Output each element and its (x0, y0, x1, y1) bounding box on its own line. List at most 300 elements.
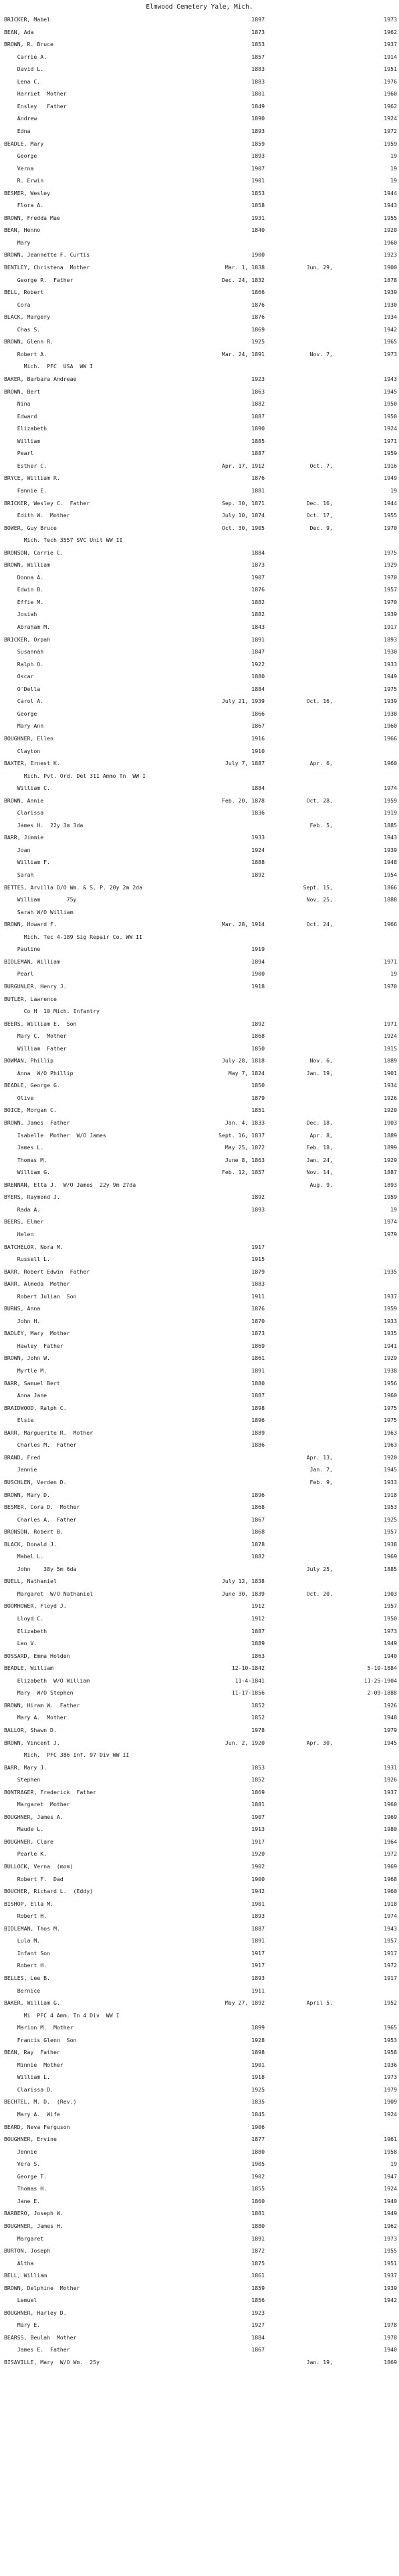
entry-name: BROWN, Fredda Mae (4, 214, 60, 221)
entry-name: BISAVILLE, Mary W/O Wm. 25y (4, 2359, 100, 2366)
register-entry (0, 15, 399, 24)
entry-death-year: 1885 (384, 1565, 397, 1572)
entry-death-year: 1971 (384, 1020, 397, 1027)
entry-birth: 1907 (251, 164, 265, 172)
entry-birth: 1880 (251, 1379, 265, 1387)
entry-name: David L. (4, 65, 44, 73)
entry-name: Mary E. (4, 2321, 41, 2329)
register-entry (0, 1267, 399, 1276)
entry-birth: 1855 (251, 2185, 265, 2192)
entry-birth: 1840 (251, 227, 265, 234)
entry-death-year: 1920 (384, 227, 397, 234)
entry-birth: 1923 (251, 376, 265, 382)
register-entry (0, 2035, 399, 2045)
entry-death-year: 1959 (384, 797, 397, 804)
entry-death-year: 1920 (384, 1107, 397, 1114)
entry-death-day: Apr. 8, (309, 1131, 333, 1139)
entry-birth: 1857 (251, 53, 265, 60)
entry-name: BARBERO, Joseph W. (4, 2210, 63, 2217)
entry-death-year: 1958 (384, 2148, 397, 2155)
register-entry (0, 200, 399, 210)
entry-death-year: 1962 (384, 102, 397, 110)
register-entry (0, 870, 399, 879)
entry-birth: Jan. 4, 1833 (225, 1119, 265, 1126)
entry-name: Mich. Tech 3557 SVC Unit WW II (4, 537, 123, 544)
register-entry (0, 1986, 399, 1995)
entry-birth: 1898 (251, 2049, 265, 2056)
entry-death-day: Dec. 18, (306, 1119, 333, 1126)
entry-birth: 1887 (251, 1392, 265, 1399)
register-entry (0, 1341, 399, 1350)
entry-death-year: 19 (390, 177, 397, 184)
entry-name: BESMER, Cora D. Mother (4, 1504, 80, 1510)
entry-death-year: 1914 (384, 53, 397, 60)
entry-name: Carrie A. (4, 53, 47, 60)
entry-birth: Apr. 17, 1912 (221, 462, 265, 469)
entry-birth: 1853 (251, 41, 265, 48)
entry-death-year: 1975 (384, 1417, 397, 1424)
entry-death-year: 1966 (384, 921, 397, 928)
entry-birth: 1884 (251, 685, 265, 692)
entry-name: BUELL, Nathaniel (4, 1578, 57, 1585)
register-entry (0, 412, 399, 421)
entry-death-year: 1944 (384, 189, 397, 196)
entry-death-year: 1943 (384, 834, 397, 841)
entry-name: BEAN, Henno (4, 227, 41, 234)
entry-birth: 1916 (251, 734, 265, 742)
entry-death-year: 1972 (384, 1850, 397, 1858)
entry-death-day: Jun. 29, (306, 264, 333, 271)
entry-birth: 1886 (251, 1441, 265, 1449)
entry-name: BROWN, Hiram W. Father (4, 1701, 80, 1709)
entry-birth: Jun. 2, 1920 (225, 1739, 265, 1746)
register-entry (0, 1886, 399, 1896)
entry-birth: 1875 (251, 2259, 265, 2267)
entry-birth: 1868 (251, 1032, 265, 1040)
register-entry (0, 1713, 399, 1722)
entry-name: Maude L. (4, 1826, 44, 1833)
register-entry (0, 1626, 399, 1636)
entry-name: William C. (4, 784, 51, 792)
register-entry (0, 734, 399, 743)
entry-death-year: 1938 (384, 710, 397, 717)
entry-name: Esther C. (4, 462, 47, 469)
entry-death-year: 1931 (384, 1763, 397, 1771)
register-entry (0, 622, 399, 631)
entry-death-day: Sept. 15, (303, 883, 333, 891)
entry-death-year: 1900 (384, 264, 397, 271)
register-entry (0, 1812, 399, 1822)
entry-name: BROWN, William (4, 561, 51, 569)
register-entry (0, 1230, 399, 1239)
entry-name: Thomas M. (4, 1156, 47, 1163)
entry-death-year: 1888 (384, 896, 397, 903)
entry-name: William G. (4, 1169, 51, 1176)
register-entry (0, 424, 399, 433)
register-entry (0, 1725, 399, 1735)
entry-birth: 1917 (251, 1949, 265, 1957)
entry-death-year: 1916 (384, 462, 397, 469)
entry-death-year: 1939 (384, 289, 397, 296)
entry-birth: 1911 (251, 1292, 265, 1300)
entry-death-day: Nov. 6, (309, 1057, 333, 1064)
entry-death-year: 1961 (384, 2136, 397, 2143)
entry-birth: 1917 (251, 1838, 265, 1845)
entry-birth: 1891 (251, 635, 265, 643)
register-entry (0, 2047, 399, 2057)
entry-death-year: 1938 (384, 1367, 397, 1374)
entry-name: Susannah (4, 648, 44, 656)
register-entry (0, 461, 399, 470)
entry-death-year: 1939 (384, 611, 397, 618)
entry-name: Jane E. (4, 2197, 41, 2204)
entry-death-year: 1924 (384, 2185, 397, 2192)
entry-birth: 1858 (251, 202, 265, 209)
entry-birth: 1896 (251, 1491, 265, 1498)
register-entry (0, 1304, 399, 1313)
entry-name: BROWN, Howard F. (4, 921, 57, 928)
register-entry (0, 560, 399, 569)
entry-birth: 1922 (251, 660, 265, 668)
entry-death-year: 1950 (384, 1615, 397, 1622)
entry-name: BURNS, Anna (4, 1305, 41, 1312)
entry-death-year: 1937 (384, 41, 397, 48)
entry-death-year: 1939 (384, 2284, 397, 2291)
register-entry (0, 238, 399, 247)
entry-name: BIDLEMAN, William (4, 958, 60, 965)
register-entry (0, 2060, 399, 2069)
entry-name: Josiah (4, 611, 37, 618)
entry-name: BARR, Almeda Mother (4, 1280, 70, 1288)
register-entry (0, 1490, 399, 1499)
entry-death-year: 1944 (384, 499, 397, 507)
entry-death-day: Apr. 6, (309, 760, 333, 766)
register-entry (0, 1093, 399, 1103)
entry-death-year: 1979 (384, 2086, 397, 2093)
register-entry (0, 176, 399, 185)
entry-birth: Feb. 12, 1857 (221, 1169, 265, 1176)
entry-death-year: 1924 (384, 115, 397, 122)
entry-birth: 1876 (251, 474, 265, 482)
entry-name: BALLOR, Shawn D. (4, 1726, 57, 1733)
entry-birth: 1866 (251, 289, 265, 296)
register-entry (0, 1167, 399, 1177)
entry-birth: 1906 (251, 2123, 265, 2130)
entry-death-year: 1960 (384, 1888, 397, 1895)
entry-death-year: 1956 (384, 1379, 397, 1387)
entry-birth: 1887 (251, 412, 265, 420)
entry-birth: 1920 (251, 1850, 265, 1858)
entry-birth: 1884 (251, 784, 265, 792)
entry-birth: 1882 (251, 400, 265, 408)
entry-name: BRONSON, Carrie C. (4, 549, 63, 556)
entry-name: Olive (4, 1094, 34, 1101)
entry-birth: 1881 (251, 2210, 265, 2217)
entry-name: BRICKER, Orpah (4, 635, 51, 643)
register-entry (0, 1862, 399, 1871)
entry-birth: 1911 (251, 1987, 265, 1994)
entry-death-year: 1901 (384, 1069, 397, 1077)
entry-name: BOUGHNER, Harley D. (4, 2309, 67, 2316)
entry-birth: 1851 (251, 1107, 265, 1114)
entry-death-day: Nov. 7, (309, 350, 333, 357)
entry-birth: 1887 (251, 450, 265, 457)
entry-birth: 1873 (251, 28, 265, 35)
entry-birth: 1925 (251, 2086, 265, 2093)
entry-birth: 1869 (251, 1788, 265, 1796)
entry-name: Elsie (4, 1417, 34, 1424)
entry-birth: 1893 (251, 128, 265, 134)
register-entry (0, 2097, 399, 2106)
register-entry (0, 1738, 399, 1747)
register-entry (0, 126, 399, 136)
entry-death-year: 1973 (384, 1627, 397, 1634)
entry-death-year: 1965 (384, 338, 397, 345)
entry-name: BOICE, Morgan C. (4, 1107, 57, 1114)
register-entry (0, 1924, 399, 1933)
entry-name: Pearl (4, 450, 34, 457)
entry-death-year: 19 (390, 970, 397, 978)
entry-name: Clayton (4, 747, 41, 754)
entry-name: BOUCHER, Richard L. (Eddy) (4, 1888, 94, 1895)
entry-death-year: 1937 (384, 1788, 397, 1796)
register-entry (0, 486, 399, 495)
entry-birth: 1880 (251, 2148, 265, 2155)
entry-name: BRONSON, Robert B. (4, 1528, 63, 1536)
register-entry (0, 857, 399, 867)
entry-birth: 1893 (251, 1912, 265, 1920)
register-entry (0, 1527, 399, 1536)
entry-death-year: 1940 (384, 2346, 397, 2353)
entry-name: Myrtle M. (4, 1367, 47, 1374)
entry-birth: 1889 (251, 1640, 265, 1647)
entry-death-year: 1893 (384, 1181, 397, 1188)
entry-birth: 1876 (251, 1305, 265, 1312)
entry-birth: 1899 (251, 2024, 265, 2031)
register-entry (0, 573, 399, 582)
register-entry (0, 39, 399, 49)
register-entry (0, 1428, 399, 1437)
entry-name: BURTON, Joseph (4, 2247, 51, 2254)
entry-death-year: 1971 (384, 437, 397, 444)
register-entry (0, 585, 399, 594)
register-entry (0, 188, 399, 198)
entry-birth: 1868 (251, 1504, 265, 1510)
entry-death-year: 1926 (384, 1776, 397, 1783)
entry-birth: 1900 (251, 251, 265, 259)
entry-death-year: 1963 (384, 1429, 397, 1436)
register-entry (0, 1540, 399, 1549)
entry-name: Jennie (4, 2148, 37, 2155)
entry-death-day: Oct. 24, (306, 921, 333, 928)
entry-name: Sarah W/O William (4, 908, 74, 915)
entry-death-year: 1929 (384, 561, 397, 569)
entry-death-year: 1933 (384, 660, 397, 668)
register-entry (0, 721, 399, 730)
register-entry (0, 1961, 399, 1970)
entry-death-year: 1924 (384, 1032, 397, 1040)
register-entry (0, 151, 399, 160)
entry-birth: May 27, 1892 (225, 1999, 265, 2006)
entry-name: Mabel L. (4, 1553, 44, 1560)
entry-death-day: Apr. 13, (306, 1453, 333, 1461)
entry-name: BEAN, Ray Father (4, 2049, 60, 2056)
entry-death-day: Dec. 9, (309, 524, 333, 531)
entry-birth: 1869 (251, 325, 265, 333)
entry-birth: 1882 (251, 598, 265, 605)
register-entry (0, 660, 399, 669)
entry-name: BROWN, R. Bruce (4, 41, 53, 48)
register-entry (0, 89, 399, 98)
register-entry (0, 312, 399, 321)
entry-death-year: 1955 (384, 2247, 397, 2254)
register-entry (0, 1403, 399, 1413)
entry-death-year: 1978 (384, 2321, 397, 2329)
entry-birth: 1843 (251, 623, 265, 630)
register-entry (0, 969, 399, 978)
register-entry (0, 1787, 399, 1797)
register-entry (0, 1800, 399, 1809)
entry-birth: Oct. 30, 1905 (221, 524, 265, 531)
entry-death-year: 1968 (384, 1875, 397, 1882)
entry-name: Mary A. Mother (4, 1714, 67, 1721)
entry-death-year: 1974 (384, 1218, 397, 1226)
entry-birth: 1881 (251, 486, 265, 494)
entry-name: Helen (4, 1230, 34, 1238)
entry-name: Elizabeth (4, 425, 47, 432)
entry-name: BOUGHNER, James H. (4, 2222, 63, 2229)
entry-birth: 1907 (251, 573, 265, 581)
entry-birth: 1894 (251, 958, 265, 965)
register-entry (0, 1465, 399, 1474)
entry-birth: 1887 (251, 1627, 265, 1634)
register-entry (0, 1676, 399, 1685)
entry-birth: 1866 (251, 710, 265, 717)
entry-birth: 11-17-1856 (231, 1689, 265, 1697)
entry-death-year: 1933 (384, 1317, 397, 1324)
register-entry (0, 1131, 399, 1140)
entry-birth: 1801 (251, 90, 265, 98)
entry-birth: 1867 (251, 1516, 265, 1523)
entry-death-year: 1934 (384, 313, 397, 321)
entry-death-year: 1949 (384, 2210, 397, 2217)
register-entry (0, 164, 399, 173)
entry-death-year: 1969 (384, 1863, 397, 1870)
entry-death-year: 1917 (384, 623, 397, 630)
entry-birth: 1850 (251, 1082, 265, 1089)
entry-birth: 1860 (251, 2197, 265, 2204)
register-entry (0, 771, 399, 780)
entry-name: BROWN, Mary D. (4, 1491, 51, 1498)
entry-birth: 1873 (251, 1330, 265, 1337)
register-entry (0, 1143, 399, 1152)
entry-name: BRENNAN, Etta J. W/O James 22y 9m 27da (4, 1181, 136, 1188)
entry-name: Mary C. Mother (4, 1032, 67, 1040)
entry-death-year: 1980 (384, 1826, 397, 1833)
entry-death-year: 1903 (384, 1119, 397, 1126)
register-entry (0, 387, 399, 396)
entry-death-year: 1958 (384, 2049, 397, 2056)
register-entry (0, 783, 399, 793)
entry-death-year: 1960 (384, 239, 397, 246)
entry-name: Lloyd C. (4, 1615, 44, 1622)
entry-death-year: 1949 (384, 673, 397, 680)
entry-death-day: Nov. 14, (306, 1169, 333, 1176)
entry-name: BUSCHLEN, Verden D. (4, 1478, 67, 1485)
entry-birth: 1879 (251, 1094, 265, 1101)
entry-death-year: 1866 (384, 883, 397, 891)
entry-death-year: 1950 (384, 412, 397, 420)
register-entry (0, 1056, 399, 1065)
entry-birth: 1870 (251, 1317, 265, 1324)
entry-name: Mary Ann (4, 722, 44, 730)
entry-name: Thomas H. (4, 2185, 47, 2192)
register-entry (0, 1837, 399, 1846)
entry-birth: 1877 (251, 2136, 265, 2143)
entry-name: William Father (4, 1044, 67, 1052)
entry-death-year: 1959 (384, 140, 397, 147)
register-entry (0, 1279, 399, 1288)
entry-birth: 1892 (251, 1193, 265, 1201)
entry-name: Robert A. (4, 350, 47, 357)
entry-name: BELL, William (4, 2272, 47, 2279)
register-entry (0, 696, 399, 706)
entry-death-year: 1949 (384, 1640, 397, 1647)
entry-birth: 1898 (251, 1404, 265, 1411)
entry-name: BEARSS, Beulah Mother (4, 2333, 77, 2341)
register-entry (0, 1899, 399, 1908)
register-entry (0, 609, 399, 619)
entry-birth: Mar. 1, 1838 (225, 264, 265, 271)
register-entry (0, 1205, 399, 1214)
entry-birth: 1901 (251, 177, 265, 184)
entry-birth: 1902 (251, 1863, 265, 1870)
entry-name: Pearle K. (4, 1850, 47, 1858)
entry-name: BARR, Samuel Bert (4, 1379, 60, 1387)
entry-death-year: 1948 (384, 859, 397, 866)
entry-name: Edith W. Mother (4, 512, 70, 519)
entry-name: Effie M. (4, 598, 44, 605)
entry-name: James H. 22y 3m 3da (4, 821, 84, 829)
entry-name: BROWN, Vincent J. (4, 1739, 60, 1746)
entry-name: Margaret (4, 2235, 44, 2242)
entry-death-year: 1959 (384, 1193, 397, 1201)
register-entry (0, 374, 399, 384)
entry-death-year: 1960 (384, 722, 397, 730)
entry-name: William 75y (4, 896, 77, 903)
register-entry (0, 1366, 399, 1375)
entry-death-year: 1963 (384, 1441, 397, 1449)
register-entry (0, 2196, 399, 2206)
entry-birth: 1883 (251, 65, 265, 73)
entry-birth: 1891 (251, 1367, 265, 1374)
entry-birth: July 10, 1874 (221, 512, 265, 519)
register-entry (0, 1775, 399, 1784)
entry-death-year: 1945 (384, 1466, 397, 1473)
entry-birth: 1912 (251, 1615, 265, 1622)
entry-death-day: Dec. 16, (306, 499, 333, 507)
entry-death-year: 1940 (384, 1652, 397, 1659)
register-entry (0, 883, 399, 892)
entry-name: John H. (4, 1317, 41, 1324)
entry-birth: 1881 (251, 1801, 265, 1808)
entry-death-year: 1971 (384, 958, 397, 965)
register-entry (0, 919, 399, 929)
entry-birth: 1836 (251, 809, 265, 817)
entry-name: BESMER, Wesley (4, 189, 51, 196)
register-entry (0, 932, 399, 942)
entry-death-year: 1919 (384, 809, 397, 817)
